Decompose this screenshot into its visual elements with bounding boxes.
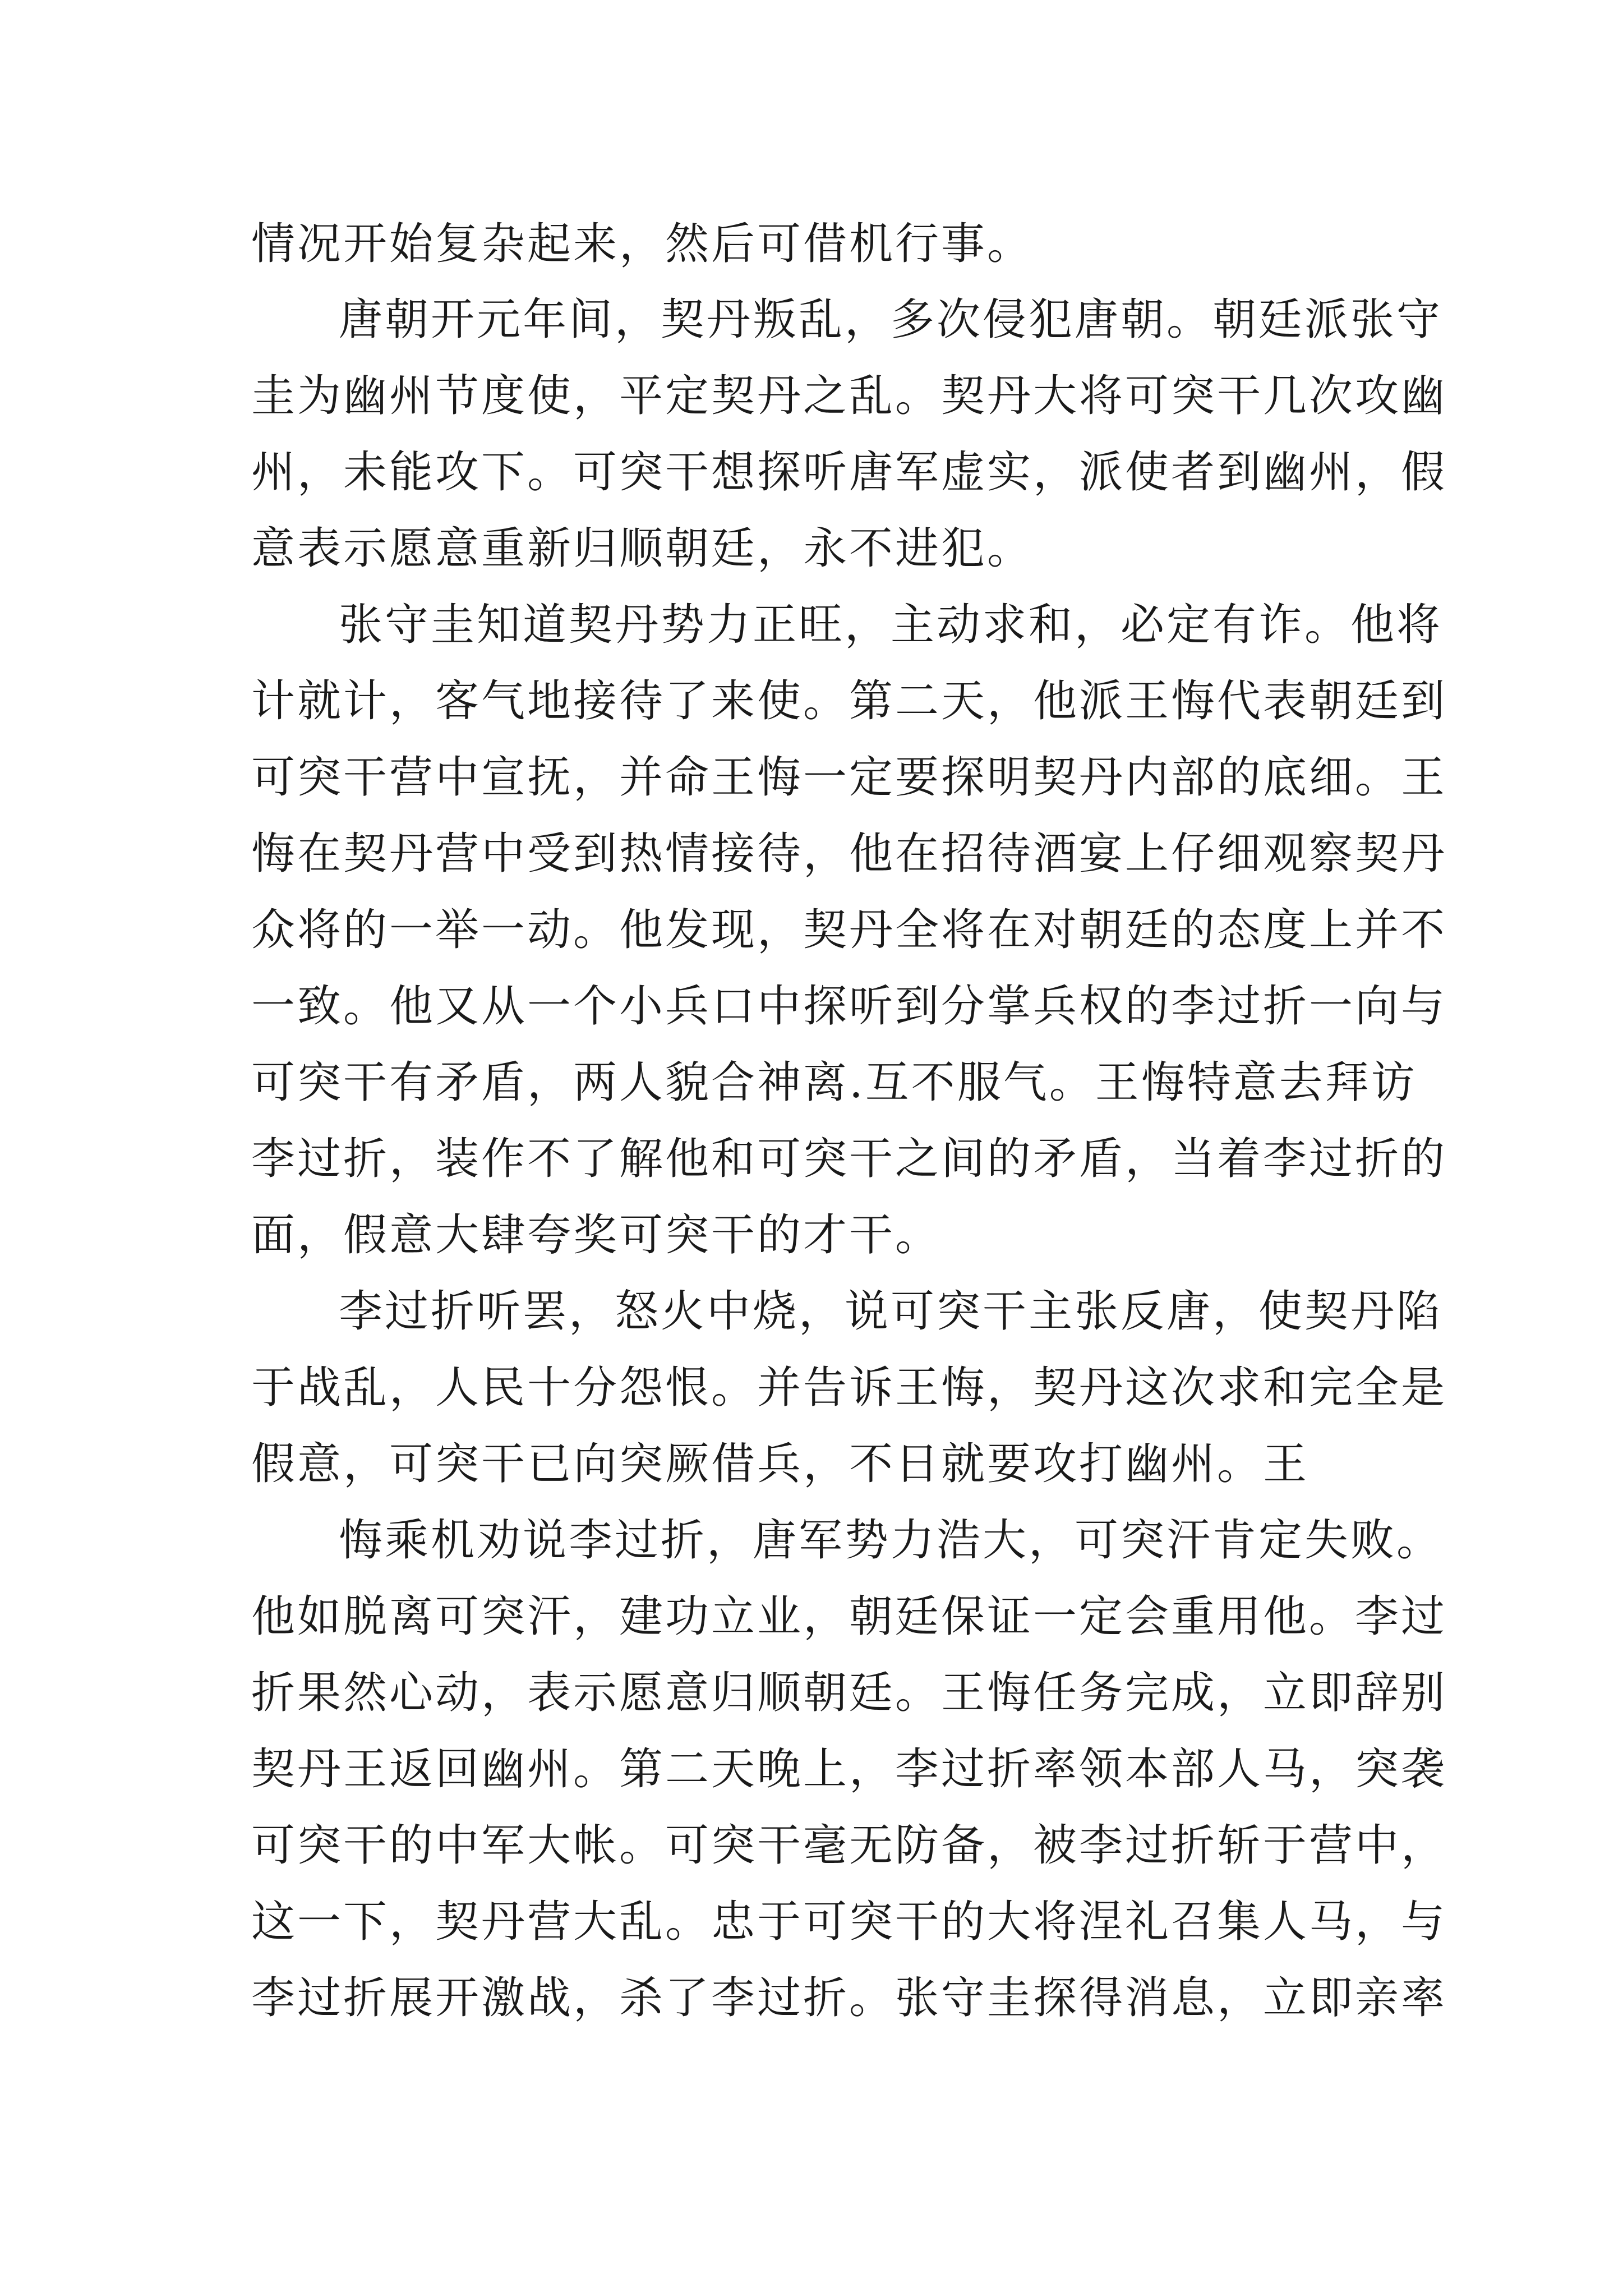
paragraph-1-line-2: 圭为幽州节度使，平定契丹之乱。契丹大将可突干几次攻幽 [251, 371, 1447, 421]
paragraph-2-line-1: 张守圭知道契丹势力正旺，主动求和，必定有诈。他将 [339, 600, 1443, 650]
paragraph-2-line-9: 面，假意大肆夸奖可突干的才干。 [251, 1210, 942, 1260]
paragraph-4-line-1: 悔乘机劝说李过折，唐军势力浩大，可突汗肯定失败。 [339, 1515, 1443, 1566]
paragraph-4-line-6: 这一下，契丹营大乱。忠于可突干的大将涅礼召集人马，与 [251, 1897, 1447, 1947]
paragraph-1-line-1: 唐朝开元年间，契丹叛乱，多次侵犯唐朝。朝廷派张守 [339, 295, 1443, 345]
paragraph-3-line-2: 于战乱，人民十分怨恨。并告诉王悔，契丹这次求和完全是 [251, 1363, 1447, 1413]
paragraph-2-line-7: 可突干有矛盾，两人貌合神离.互不服气。王悔特意去拜访 [251, 1057, 1417, 1108]
paragraph-2-line-3: 可突干营中宣抚，并命王悔一定要探明契丹内部的底细。王 [251, 752, 1447, 803]
text-line-1: 情况开始复杂起来，然后可借机行事。 [251, 219, 1034, 269]
paragraph-4-line-2: 他如脱离可突汗，建功立业，朝廷保证一定会重用他。李过 [251, 1591, 1447, 1642]
paragraph-2-line-8: 李过折，装作不了解他和可突干之间的矛盾，当着李过折的 [251, 1134, 1447, 1184]
paragraph-2-line-6: 一致。他又从一个小兵口中探听到分掌兵权的李过折一向与 [251, 981, 1447, 1032]
paragraph-3-line-1: 李过折听罢，怒火中烧，说可突干主张反唐，使契丹陷 [339, 1286, 1443, 1337]
paragraph-2-line-2: 计就计，客气地接待了来使。第二天，他派王悔代表朝廷到 [251, 676, 1447, 726]
paragraph-1-line-3: 州，未能攻下。可突干想探听唐军虚实，派使者到幽州，假 [251, 447, 1447, 498]
paragraph-4-line-3: 折果然心动，表示愿意归顺朝廷。王悔任务完成，立即辞别 [251, 1668, 1447, 1718]
paragraph-4-line-7: 李过折展开激战，杀了李过折。张守圭探得消息，立即亲率 [251, 1973, 1447, 2023]
paragraph-4-line-4: 契丹王返回幽州。第二天晚上，李过折率领本部人马，突袭 [251, 1744, 1447, 1795]
paragraph-2-line-4: 悔在契丹营中受到热情接待，他在招待酒宴上仔细观察契丹 [251, 829, 1447, 879]
paragraph-3-line-3: 假意，可突干已向突厥借兵，不日就要攻打幽州。王 [251, 1439, 1310, 1489]
paragraph-1-line-4: 意表示愿意重新归顺朝廷，永不进犯。 [251, 523, 1034, 574]
paragraph-4-line-5: 可突干的中军大帐。可突干毫无防备，被李过折斩于营中， [251, 1820, 1447, 1871]
paragraph-2-line-5: 众将的一举一动。他发现，契丹全将在对朝廷的态度上并不 [251, 905, 1447, 955]
